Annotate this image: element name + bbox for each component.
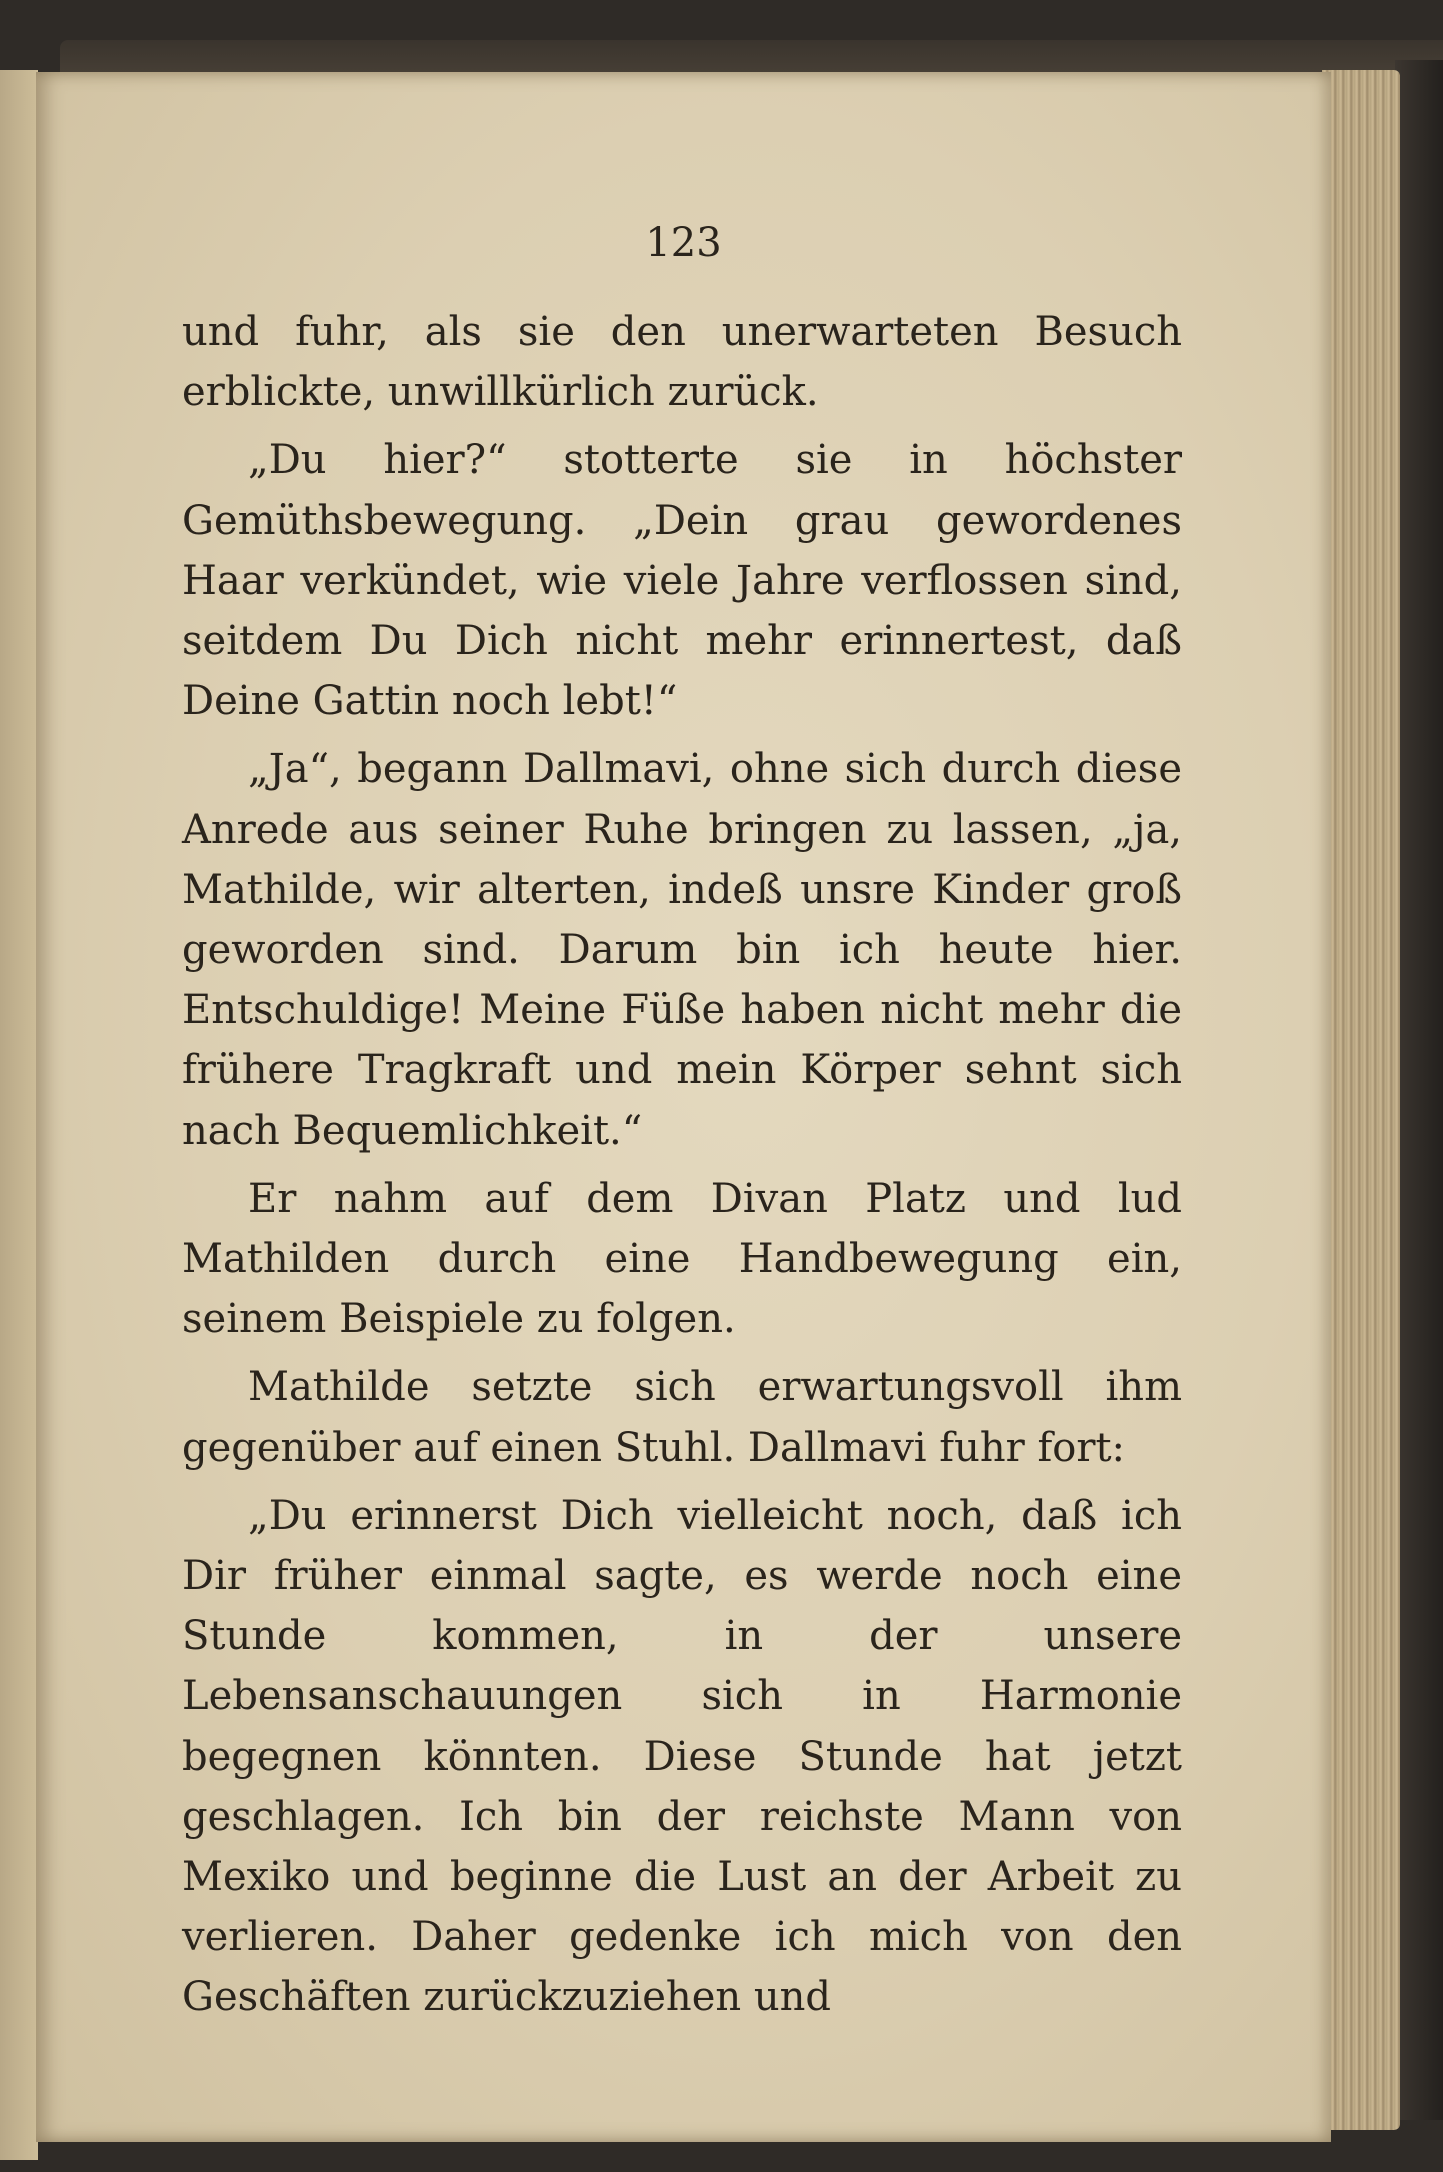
- page-stack-edge: [1322, 70, 1400, 2130]
- paragraph-5: Mathilde setzte sich erwartungsvoll ihm gegenüber auf einen Stuhl. Dallmavi fuhr fort:: [182, 1364, 1182, 1471]
- book-cover-right-edge: [1395, 60, 1443, 2120]
- paragraph-2: „Du hier?“ stotterte sie in höchster Gemüthsbewegung. „Dein grau gewordenes Haar verkündet, wie viele Jahre verflossen sind, seitdem Du Dich nicht mehr erinnertest, daß Deine Gattin noch lebt!“: [182, 437, 1182, 725]
- paragraph-6: „Du erinnerst Dich vielleicht noch, daß ich Dir früher einmal sagte, es werde noch eine Stunde kommen, in der unsere Lebensanschauungen sich in Harmonie begegnen könnten. Diese Stunde hat jetzt geschlagen. Ich bin der reichste Mann von Mexiko und beginne die Lust an der Arbeit zu verlieren. Daher gedenke ich mich von den Geschäften zurückzuziehen und: [182, 1492, 1182, 2021]
- facing-page-edge: [0, 70, 38, 2160]
- body-text: [182, 302, 1182, 2036]
- paragraph-3: „Ja“, begann Dallmavi, ohne sich durch diese Anrede aus seiner Ruhe bringen zu lassen, „ja, Mathilde, wir alterten, indeß unsre Kinder groß geworden sind. Darum bin ich heute hier. Entschuldige! Meine Füße haben nicht mehr die frühere Tragkraft und mein Körper sehnt sich nach Bequemlichkeit.“: [182, 746, 1182, 1154]
- paragraph-4: Er nahm auf dem Divan Platz und lud Mathilden durch eine Handbewegung ein, seinem Beispiele zu folgen.: [182, 1175, 1182, 1343]
- page-sheet: [36, 72, 1331, 2142]
- paragraph-1: und fuhr, als sie den unerwarteten Besuch erblickte, unwillkürlich zurück.: [182, 309, 1182, 416]
- page-number: 123: [645, 220, 722, 266]
